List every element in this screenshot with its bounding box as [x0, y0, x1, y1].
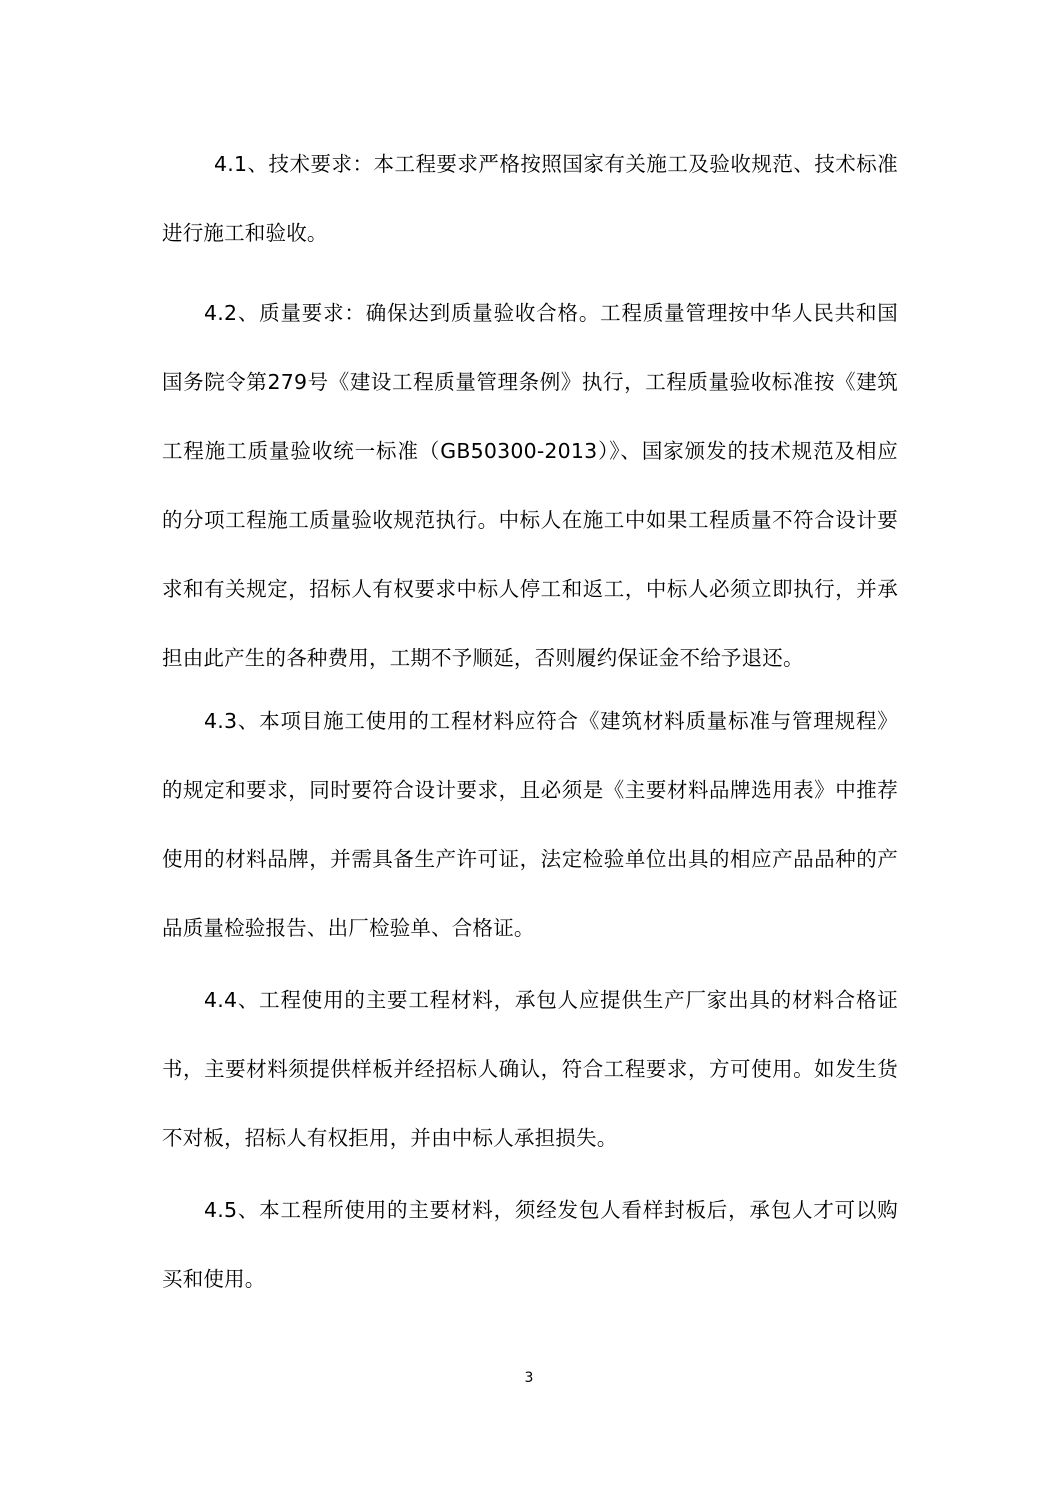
- paragraph-4-1: 4.1、技术要求：本工程要求严格按照国家有关施工及验收规范、技术标准进行施工和验收。: [162, 152, 898, 245]
- paragraph-4-3: 4.3、本项目施工使用的工程材料应符合《建筑材料质量标准与管理规程》的规定和要求，同时要符合设计要求，且必须是《主要材料品牌选用表》中推荐使用的材料品牌，并需具备生产许可证，法定检验单位出具的相应产品品种的产品质量检验报告、出厂检验单、合格证。: [162, 709, 898, 940]
- paragraph-4-5: 4.5、本工程所使用的主要材料，须经发包人看样封板后，承包人才可以购买和使用。: [162, 1198, 898, 1291]
- page-number: 3: [524, 1370, 534, 1386]
- paragraph-4-4: 4.4、工程使用的主要工程材料，承包人应提供生产厂家出具的材料合格证书，主要材料须提供样板并经招标人确认，符合工程要求，方可使用。如发生货不对板，招标人有权拒用，并由中标人承担损失。: [162, 988, 898, 1150]
- paragraph-4-2: 4.2、质量要求：确保达到质量验收合格。工程质量管理按中华人民共和国国务院令第279号《建设工程质量管理条例》执行，工程质量验收标准按《建筑工程施工质量验收统一标准（GB50300-2013）》、国家颁发的技术规范及相应的分项工程施工质量验收规范执行。中标人在施工中如果工程质量不符合设计要求和有关规定，招标人有权要求中标人停工和返工，中标人必须立即执行，并承担由此产生的各种费用，工期不予顺延，否则履约保证金不给予退还。: [162, 301, 898, 670]
